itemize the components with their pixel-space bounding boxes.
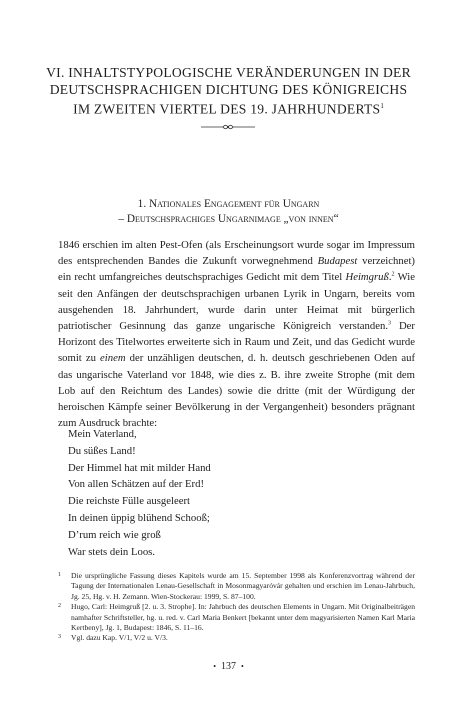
bullet-icon: • [213, 662, 216, 671]
page-number-value: 137 [221, 661, 236, 672]
footnote-reference[interactable]: 3 [388, 320, 391, 327]
paragraph-text: 1846 erschien im alten Pest-Ofen (als Erscheinungsort wurde sogar im Impressum des entsprechenden Bandes die Zukunft vorwegnehmend [58, 239, 415, 268]
poem-line: Die reichste Fülle ausgeleert [68, 495, 190, 508]
body-paragraph [58, 237, 415, 431]
poem-line: War stets dein Loos. [68, 545, 155, 558]
chapter-title-line: VI. INHALTSTYPOLOGISCHE VERÄNDERUNGEN IN DER [46, 65, 411, 80]
footnote-text: Die ursprüngliche Fassung dieses Kapitels wurde am 15. September 1998 als Konferenzvortrag während der Tagung der Internationalen Lenau-Gesellschaft in Mosonmagyaróvár gehalten und erschien im Lenau-Jahrbuch, Jg. 25, Hg. v. H. Zemann. Wien-Stockerau: 1999, S. 87–100. [71, 571, 415, 601]
emphasized-text: Heimgruß [345, 271, 389, 284]
footnote [58, 602, 415, 633]
decorative-divider-ornament [201, 122, 255, 132]
paragraph-text: Wie seit den Anfängen der deutschsprachigen urbanen Lyrik in Ungarn, bereits vom ausgehenden 18. Jahrhundert, wurde darin unter Heimat mit bürgerlich patriotischer Gesinnung das ganze ungarische Königreich verstanden. [58, 271, 415, 333]
footnote-reference[interactable]: 2 [391, 271, 395, 278]
footnote-reference[interactable]: 1 [380, 102, 384, 110]
chapter-title-line-text: IM ZWEITEN VIERTEL DES 19. JAHRHUNDERTS [73, 101, 381, 117]
poem-line: Der Himmel hat mit milder Hand [68, 461, 211, 474]
footnote-number: 2 [58, 603, 61, 610]
footnotes [58, 571, 415, 644]
poem-line: D’rum reich wie groß [68, 528, 161, 541]
paragraph-text: verzeichnet) ein recht umfangreiches deutschsprachiges Gedicht mit dem Titel [58, 255, 415, 284]
chapter-title-line [40, 98, 417, 118]
footnote-text: Hugo, Carl: Heimgruß [2. u. 3. Strophe]. In: Jahrbuch des deutschen Elements in Ungarn. Mit Originalbeiträgen namhafter Schriftsteller, hg. u. red. v. Carl Maria Benkert [bekannt unter dem magyarisierten Namen Karl Maria Kertbeny], Jg. 1, Budapest: 1846, S. 11–16. [71, 602, 415, 633]
footnote [58, 633, 415, 643]
footnote-number: 3 [58, 634, 61, 641]
footnote-text: Vgl. dazu Kap. V/1, V/2 u. V/3. [71, 633, 168, 643]
poem-line: Von allen Schätzen auf der Erd! [68, 478, 205, 491]
page-number [0, 661, 457, 673]
emphasized-text: einem [100, 352, 126, 365]
poem-line: Du süßes Land! [68, 444, 136, 457]
section-heading-line: – Deutschsprachiges Ungarnimage „von innen“ [118, 213, 339, 225]
poem-line: In deinen üppig blühend Schooß; [68, 511, 210, 524]
chapter-title-line: DEUTSCHSPRACHIGEN DICHTUNG DES KÖNIGREICHS [49, 82, 408, 97]
footnote-number: 1 [58, 572, 61, 578]
paragraph-text: Der Horizont des Titelwortes erweiterte sich in Raum und Zeit, und das Gedicht wurde somit zu [58, 320, 415, 365]
section-heading-line: 1. Nationales Engagement für Ungarn [137, 198, 320, 210]
bullet-icon: • [241, 662, 244, 671]
paragraph-text: der unzähligen deutschen, d. h. deutsch geschriebenen Oden auf das ungarische Vaterland vor 1848, wie dies z. B. ihre zweite Strophe (mit dem Lob auf den Reichtum des Landes) sowie die dritte (mit der Würdigung der heroischen Kämpfe seiner Bevölkerung in der Vergangenheit) besonders prägnant zum Ausdruck brachte: [58, 352, 415, 430]
chapter-title [40, 64, 417, 118]
emphasized-text: Budapest [317, 255, 358, 268]
footnote [58, 571, 415, 602]
poem-line: Mein Vaterland, [68, 428, 137, 440]
paragraph-text: . [388, 271, 392, 284]
section-heading [40, 197, 417, 227]
poem-quote [68, 426, 211, 560]
